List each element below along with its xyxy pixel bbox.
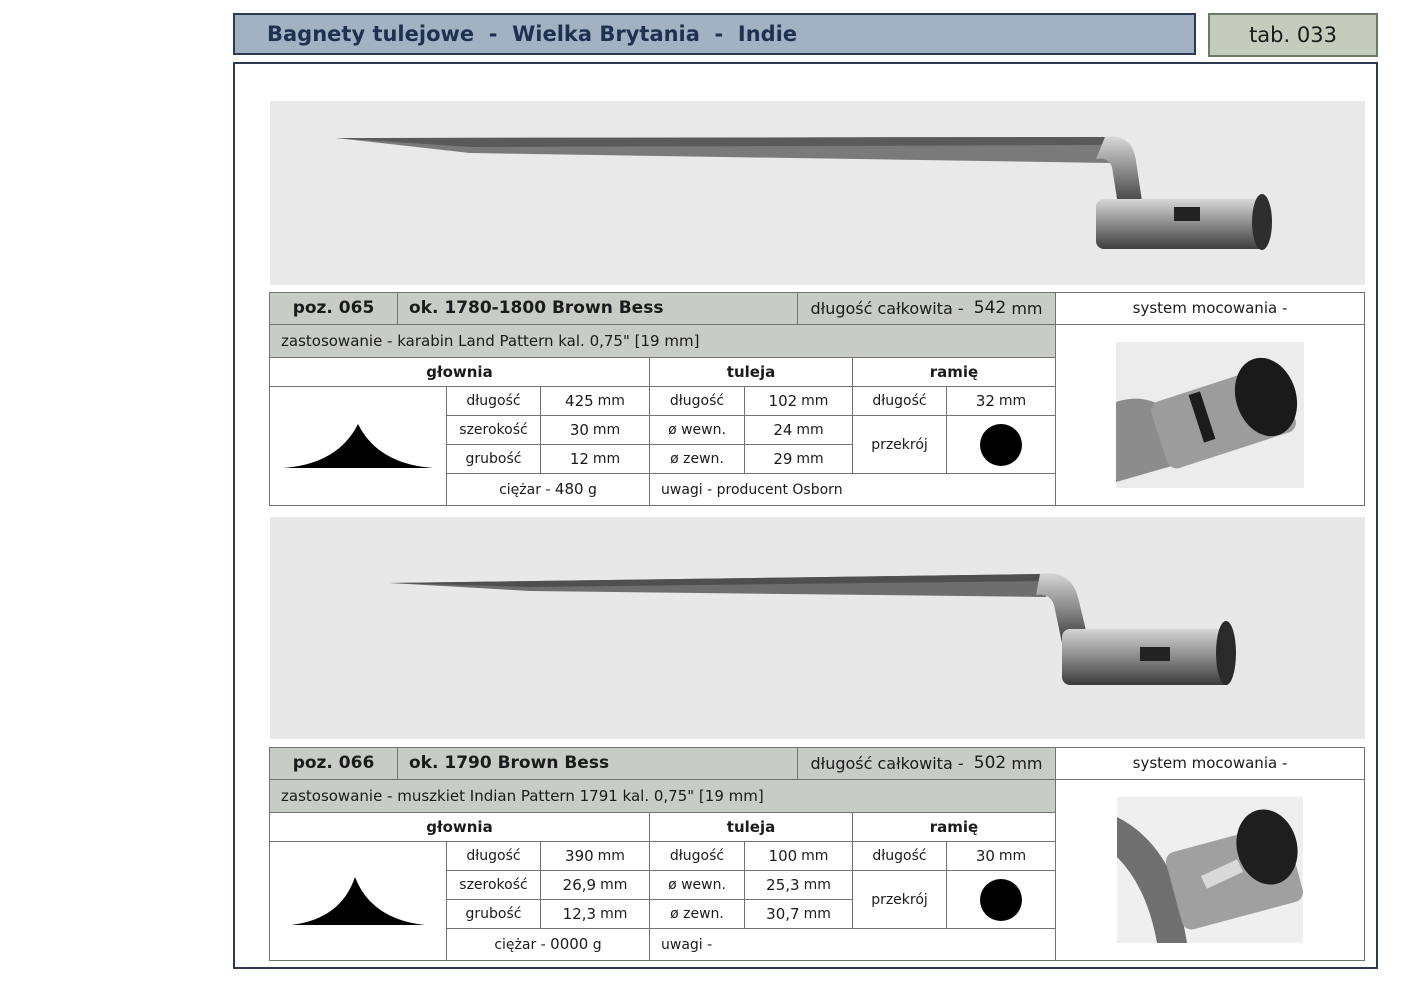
arm-header: ramię bbox=[852, 812, 1056, 842]
socket-inner: 25,3 mm bbox=[744, 870, 853, 900]
socket-outer-label: ø zewn. bbox=[649, 444, 745, 474]
arm-length: 32 mm bbox=[946, 386, 1056, 416]
position-number: poz. 066 bbox=[269, 747, 398, 780]
arm-section-label: przekrój bbox=[852, 415, 947, 474]
socket-length-label: długość bbox=[649, 386, 745, 416]
blade-length: 425 mm bbox=[540, 386, 650, 416]
mounting-photo bbox=[1116, 342, 1304, 488]
socket-inner-label: ø wewn. bbox=[649, 415, 745, 445]
weight: ciężar - 480 g bbox=[446, 473, 650, 506]
arm-section bbox=[946, 415, 1056, 474]
socket-outer-label: ø zewn. bbox=[649, 899, 745, 929]
model-name: ok. 1780-1800 Brown Bess bbox=[397, 292, 798, 325]
socket-header: tuleja bbox=[649, 357, 853, 387]
entry-066 bbox=[269, 747, 1365, 961]
blade-width-label: szerokość bbox=[446, 415, 541, 445]
page-title-bar bbox=[233, 13, 1196, 55]
blade-width: 30 mm bbox=[540, 415, 650, 445]
round-section-icon bbox=[979, 423, 1023, 467]
mounting-photo bbox=[1117, 797, 1303, 943]
socket-outer: 30,7 mm bbox=[744, 899, 853, 929]
bayonet-photo-066 bbox=[270, 517, 1365, 739]
entry-065 bbox=[269, 292, 1365, 506]
weight-value: 480 bbox=[554, 480, 584, 498]
round-section-icon bbox=[979, 878, 1023, 922]
blade-cross-section bbox=[269, 386, 447, 506]
table-number: tab. 033 bbox=[1208, 13, 1378, 57]
blade-header: głownia bbox=[269, 812, 650, 842]
socket-inner-label: ø wewn. bbox=[649, 870, 745, 900]
mounting-photo-cell bbox=[1055, 324, 1365, 506]
socket-length: 102 mm bbox=[744, 386, 853, 416]
weight-value: 0000 bbox=[550, 935, 589, 953]
mounting-photo-cell bbox=[1055, 779, 1365, 961]
total-length: długość całkowita - 542 mm bbox=[797, 292, 1056, 325]
arm-section bbox=[946, 870, 1056, 929]
blade-length-label: długość bbox=[446, 841, 541, 871]
total-length-value: 502 bbox=[973, 753, 1007, 773]
blade-header: głownia bbox=[269, 357, 650, 387]
blade-length: 390 mm bbox=[540, 841, 650, 871]
usage: zastosowanie - muszkiet Indian Pattern 1791 kal. 0,75" [19 mm] bbox=[269, 779, 1056, 813]
page-title: Bagnety tulejowe - Wielka Brytania - Indie bbox=[267, 22, 798, 46]
blade-thickness-label: grubość bbox=[446, 444, 541, 474]
arm-section-label: przekrój bbox=[852, 870, 947, 929]
blade-cross-section-icon bbox=[278, 416, 438, 476]
blade-length-label: długość bbox=[446, 386, 541, 416]
blade-cross-section-icon bbox=[283, 871, 433, 931]
socket-length-label: długość bbox=[649, 841, 745, 871]
bayonet-photo-065 bbox=[270, 101, 1365, 285]
blade-width-label: szerokość bbox=[446, 870, 541, 900]
socket-header: tuleja bbox=[649, 812, 853, 842]
socket-length: 100 mm bbox=[744, 841, 853, 871]
arm-header: ramię bbox=[852, 357, 1056, 387]
mounting-label: system mocowania - bbox=[1055, 292, 1365, 325]
usage: zastosowanie - karabin Land Pattern kal. 0,75" [19 mm] bbox=[269, 324, 1056, 358]
blade-width: 26,9 mm bbox=[540, 870, 650, 900]
position-number: poz. 065 bbox=[269, 292, 398, 325]
socket-inner: 24 mm bbox=[744, 415, 853, 445]
blade-thickness: 12 mm bbox=[540, 444, 650, 474]
blade-thickness: 12,3 mm bbox=[540, 899, 650, 929]
arm-length: 30 mm bbox=[946, 841, 1056, 871]
weight: ciężar - 0000 g bbox=[446, 928, 650, 961]
socket-outer: 29 mm bbox=[744, 444, 853, 474]
notes: uwagi - producent Osborn bbox=[649, 473, 1056, 506]
mounting-label: system mocowania - bbox=[1055, 747, 1365, 780]
notes: uwagi - bbox=[649, 928, 1056, 961]
blade-thickness-label: grubość bbox=[446, 899, 541, 929]
arm-length-label: długość bbox=[852, 386, 947, 416]
model-name: ok. 1790 Brown Bess bbox=[397, 747, 798, 780]
arm-length-label: długość bbox=[852, 841, 947, 871]
total-length: długość całkowita - 502 mm bbox=[797, 747, 1056, 780]
total-length-value: 542 bbox=[973, 298, 1007, 318]
blade-cross-section bbox=[269, 841, 447, 961]
